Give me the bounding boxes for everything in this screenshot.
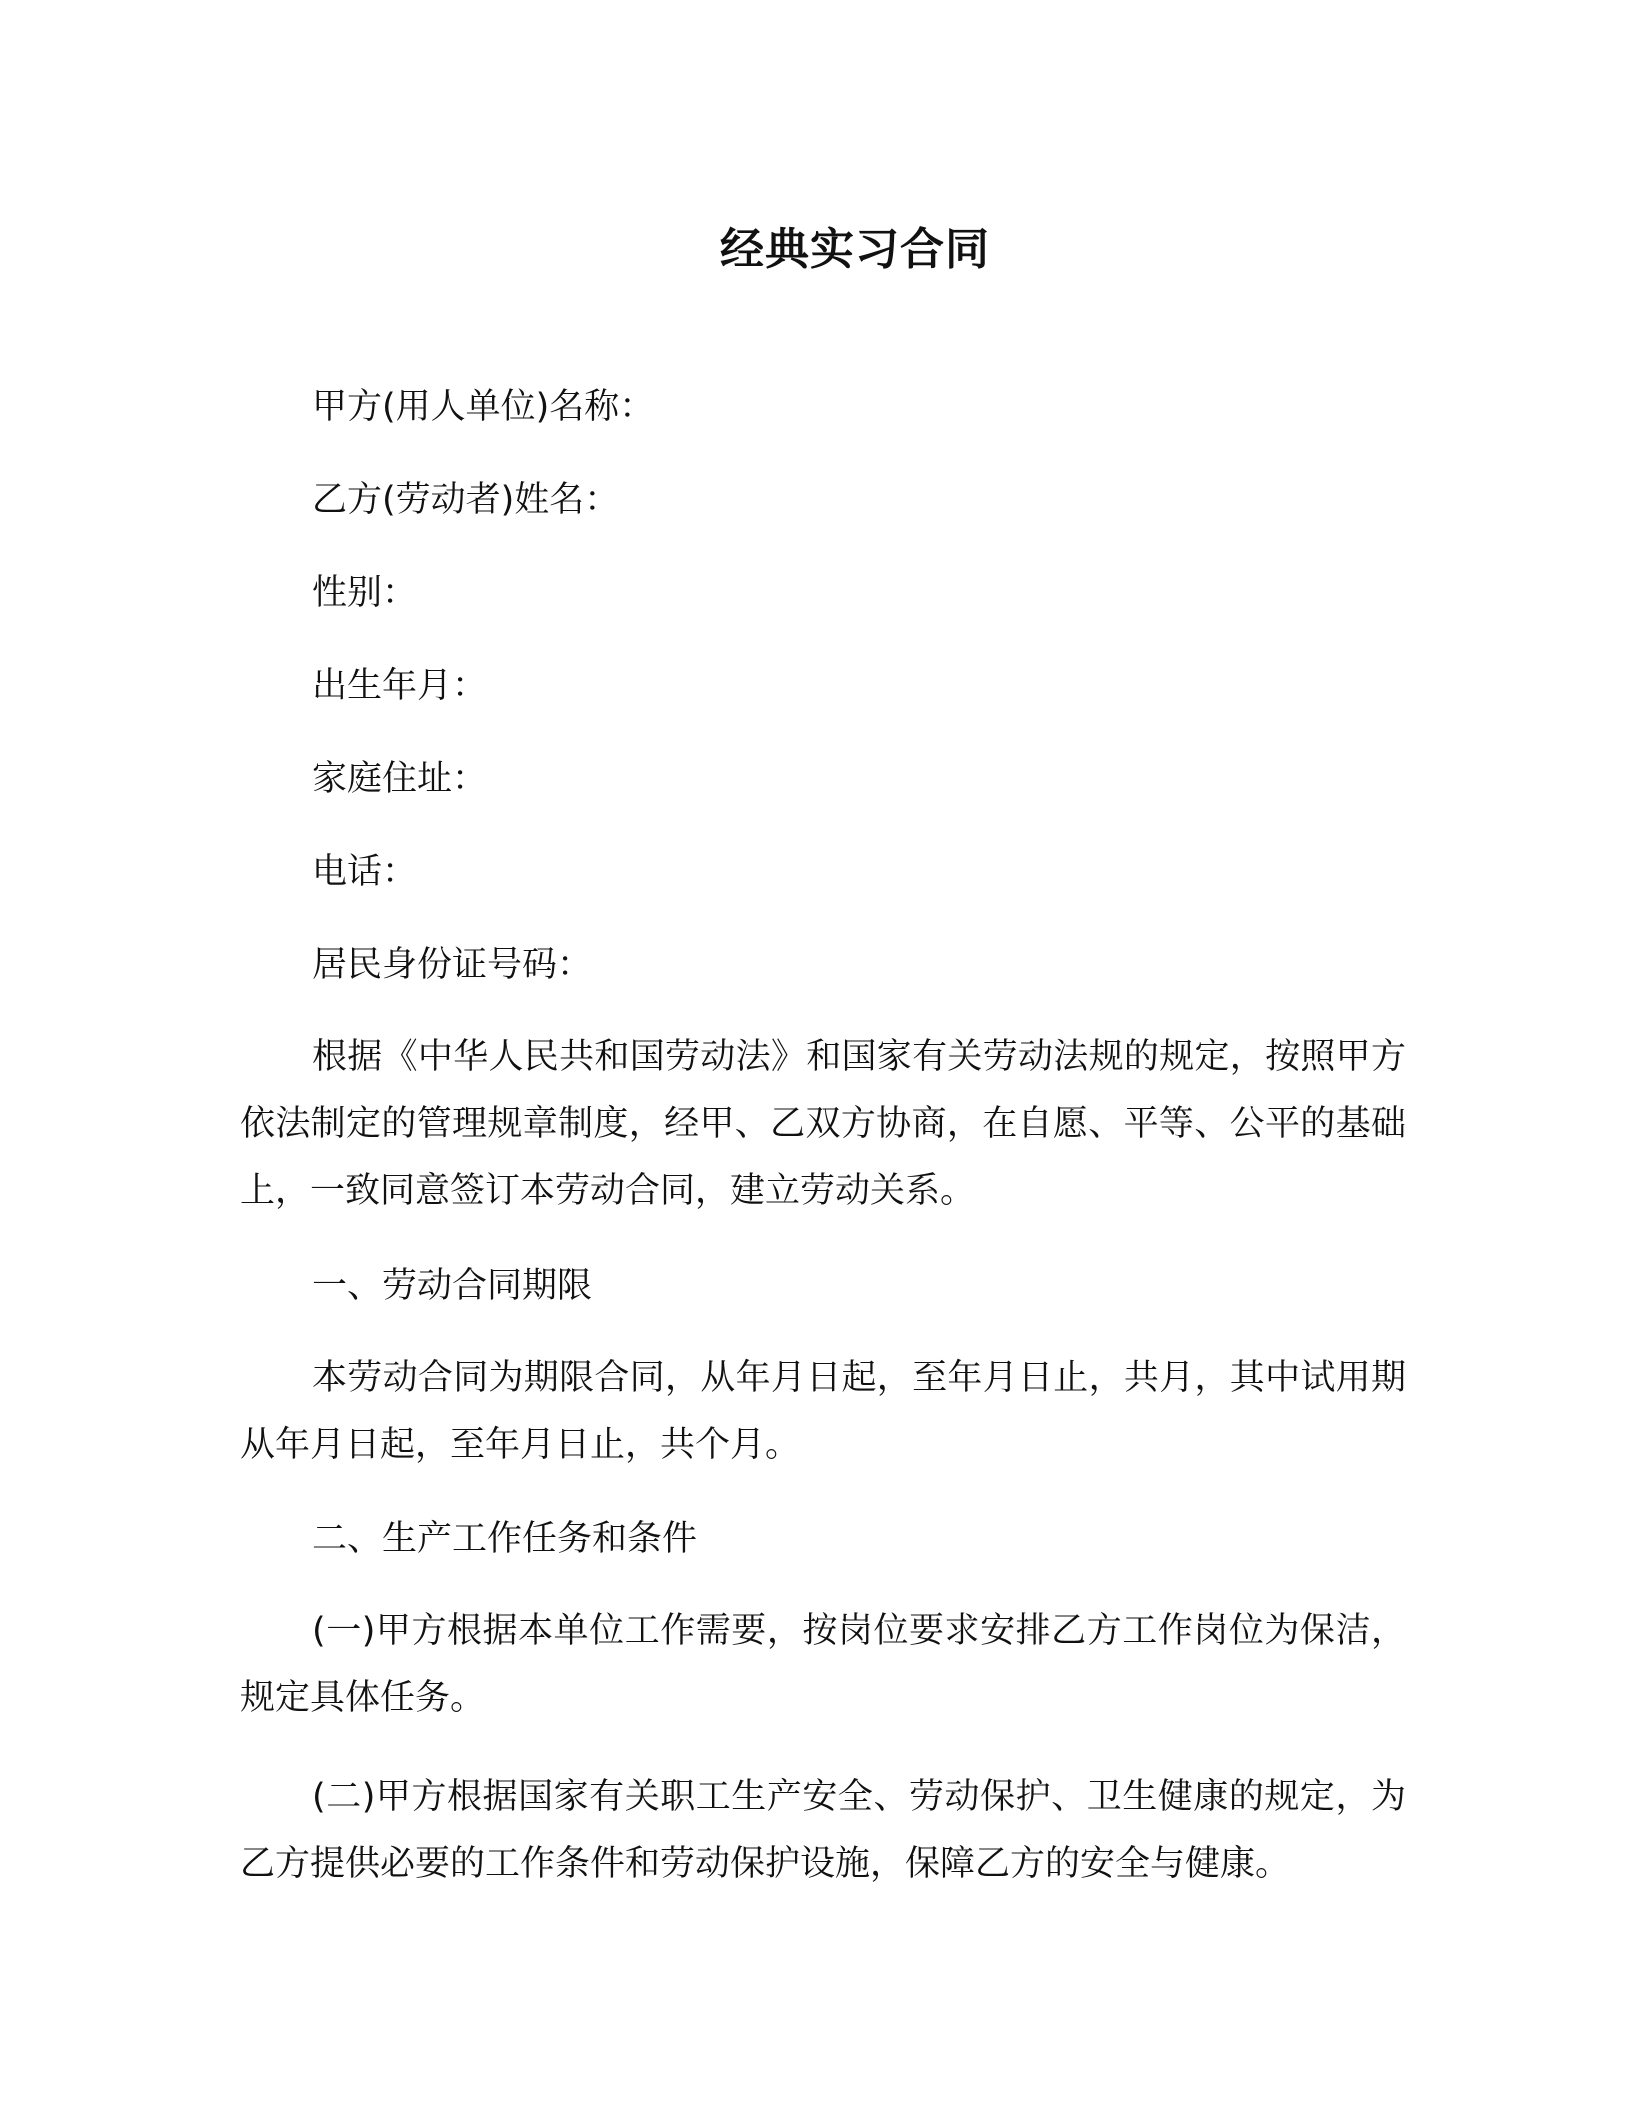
field-party-a: 甲方(用人单位)名称： <box>312 387 655 427</box>
section-2-heading: 二、生产工作任务和条件 <box>312 1519 698 1559</box>
field-birth: 出生年月： <box>312 666 488 706</box>
section-2-item-2: (二)甲方根据国家有关职工生产安全、劳动保护、卫生健康的规定，为乙方提供必要的工作条件和劳动保护设施，保障乙方的安全与健康。 <box>240 1777 1406 1884</box>
section-1-heading: 一、劳动合同期限 <box>312 1266 593 1306</box>
field-phone: 电话： <box>312 852 418 892</box>
section-1-body: 本劳动合同为期限合同，从年月日起，至年月日止，共月，其中试用期从年月日起，至年月日止，共个月。 <box>240 1358 1406 1465</box>
field-party-b: 乙方(劳动者)姓名： <box>312 480 620 520</box>
field-id-number: 居民身份证号码： <box>312 945 593 985</box>
section-2-item-1: (一)甲方根据本单位工作需要，按岗位要求安排乙方工作岗位为保洁，规定具体任务。 <box>240 1611 1406 1718</box>
field-gender: 性别： <box>312 573 418 613</box>
intro-paragraph: 根据《中华人民共和国劳动法》和国家有关劳动法规的规定，按照甲方依法制定的管理规章制度，经甲、乙双方协商，在自愿、平等、公平的基础上，一致同意签订本劳动合同，建立劳动关系。 <box>240 1037 1406 1211</box>
document-title: 经典实习合同 <box>720 224 990 275</box>
field-address: 家庭住址： <box>312 759 488 799</box>
